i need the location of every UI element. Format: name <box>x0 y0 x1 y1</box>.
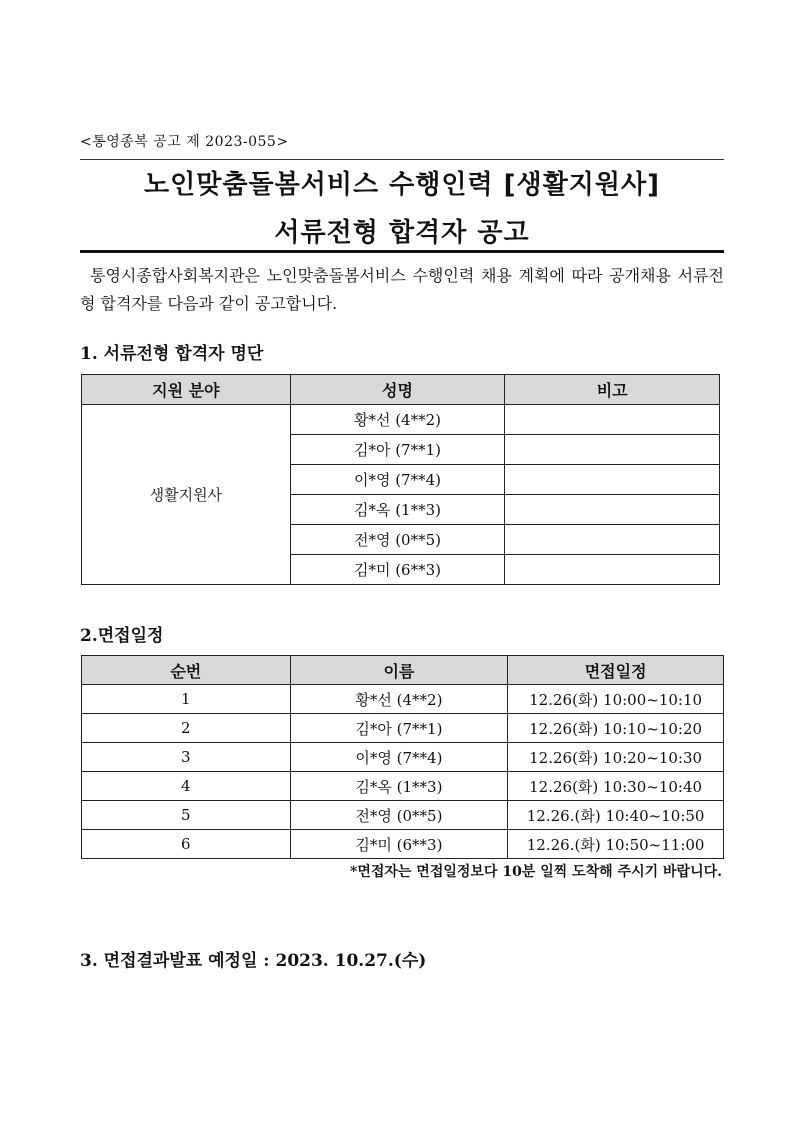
document-pass-table <box>81 374 720 585</box>
section2-heading: 2.면접일정 <box>80 626 164 646</box>
name-cell: 김*미 (6**3) <box>290 830 508 859</box>
header-name: 성명 <box>290 375 505 405</box>
schedule-cell: 12.26(화) 10:30~10:40 <box>508 772 724 801</box>
schedule-cell: 12.26(화) 10:20~10:30 <box>508 743 724 772</box>
document-subtitle: 서류전형 합격자 공고 <box>274 218 530 248</box>
header-number: 순번 <box>82 656 291 685</box>
top-rule <box>80 159 724 160</box>
note-cell <box>505 525 720 555</box>
name-cell: 황*선 (4**2) <box>290 685 508 714</box>
table-row <box>82 801 724 830</box>
number-cell: 6 <box>82 830 291 859</box>
table-header-row <box>82 375 720 405</box>
document-title: 노인맞춤돌봄서비스 수행인력 [생활지원사] <box>144 170 660 200</box>
number-cell: 2 <box>82 714 291 743</box>
field-cell: 생활지원사 <box>82 405 291 585</box>
number-cell: 4 <box>82 772 291 801</box>
name-cell: 김*아 (7**1) <box>290 714 508 743</box>
header-note: 비고 <box>505 375 720 405</box>
table-header-row <box>82 656 724 685</box>
interview-note: *면접자는 면접일정보다 10분 일찍 도착해 주시기 바랍니다. <box>350 864 722 880</box>
header-name: 이름 <box>290 656 508 685</box>
table-row <box>82 830 724 859</box>
schedule-cell: 12.26(화) 10:00~10:10 <box>508 685 724 714</box>
notice-number: <통영종복 공고 제 2023-055> <box>80 134 289 150</box>
table-row <box>82 772 724 801</box>
name-cell: 김*아 (7**1) <box>290 435 505 465</box>
table-row <box>82 405 720 435</box>
intro-text: 통영시종합사회복지관은 노인맞춤돌봄서비스 수행인력 채용 계획에 따라 공개채용 서류전형 합격자를 다음과 같이 공고합니다. <box>80 266 724 313</box>
section1-heading: 1. 서류전형 합격자 명단 <box>80 344 264 364</box>
table-row <box>82 714 724 743</box>
schedule-cell: 12.26(화) 10:10~10:20 <box>508 714 724 743</box>
note-cell <box>505 555 720 585</box>
table-row <box>82 685 724 714</box>
number-cell: 3 <box>82 743 291 772</box>
schedule-cell: 12.26.(화) 10:40~10:50 <box>508 801 724 830</box>
note-cell <box>505 465 720 495</box>
name-cell: 이*영 (7**4) <box>290 743 508 772</box>
name-cell: 김*옥 (1**3) <box>290 495 505 525</box>
name-cell: 전*영 (0**5) <box>290 801 508 830</box>
name-cell: 김*미 (6**3) <box>290 555 505 585</box>
note-cell <box>505 495 720 525</box>
interview-schedule-table <box>81 655 724 859</box>
name-cell: 김*옥 (1**3) <box>290 772 508 801</box>
title-underline <box>80 250 724 253</box>
name-cell: 전*영 (0**5) <box>290 525 505 555</box>
number-cell: 1 <box>82 685 291 714</box>
header-schedule: 면접일정 <box>508 656 724 685</box>
note-cell <box>505 435 720 465</box>
name-cell: 이*영 (7**4) <box>290 465 505 495</box>
table-row <box>82 743 724 772</box>
header-field: 지원 분야 <box>82 375 291 405</box>
intro-paragraph <box>80 262 724 318</box>
schedule-cell: 12.26.(화) 10:50~11:00 <box>508 830 724 859</box>
number-cell: 5 <box>82 801 291 830</box>
section3-heading: 3. 면접결과발표 예정일 : 2023. 10.27.(수) <box>80 951 427 971</box>
note-cell <box>505 405 720 435</box>
name-cell: 황*선 (4**2) <box>290 405 505 435</box>
